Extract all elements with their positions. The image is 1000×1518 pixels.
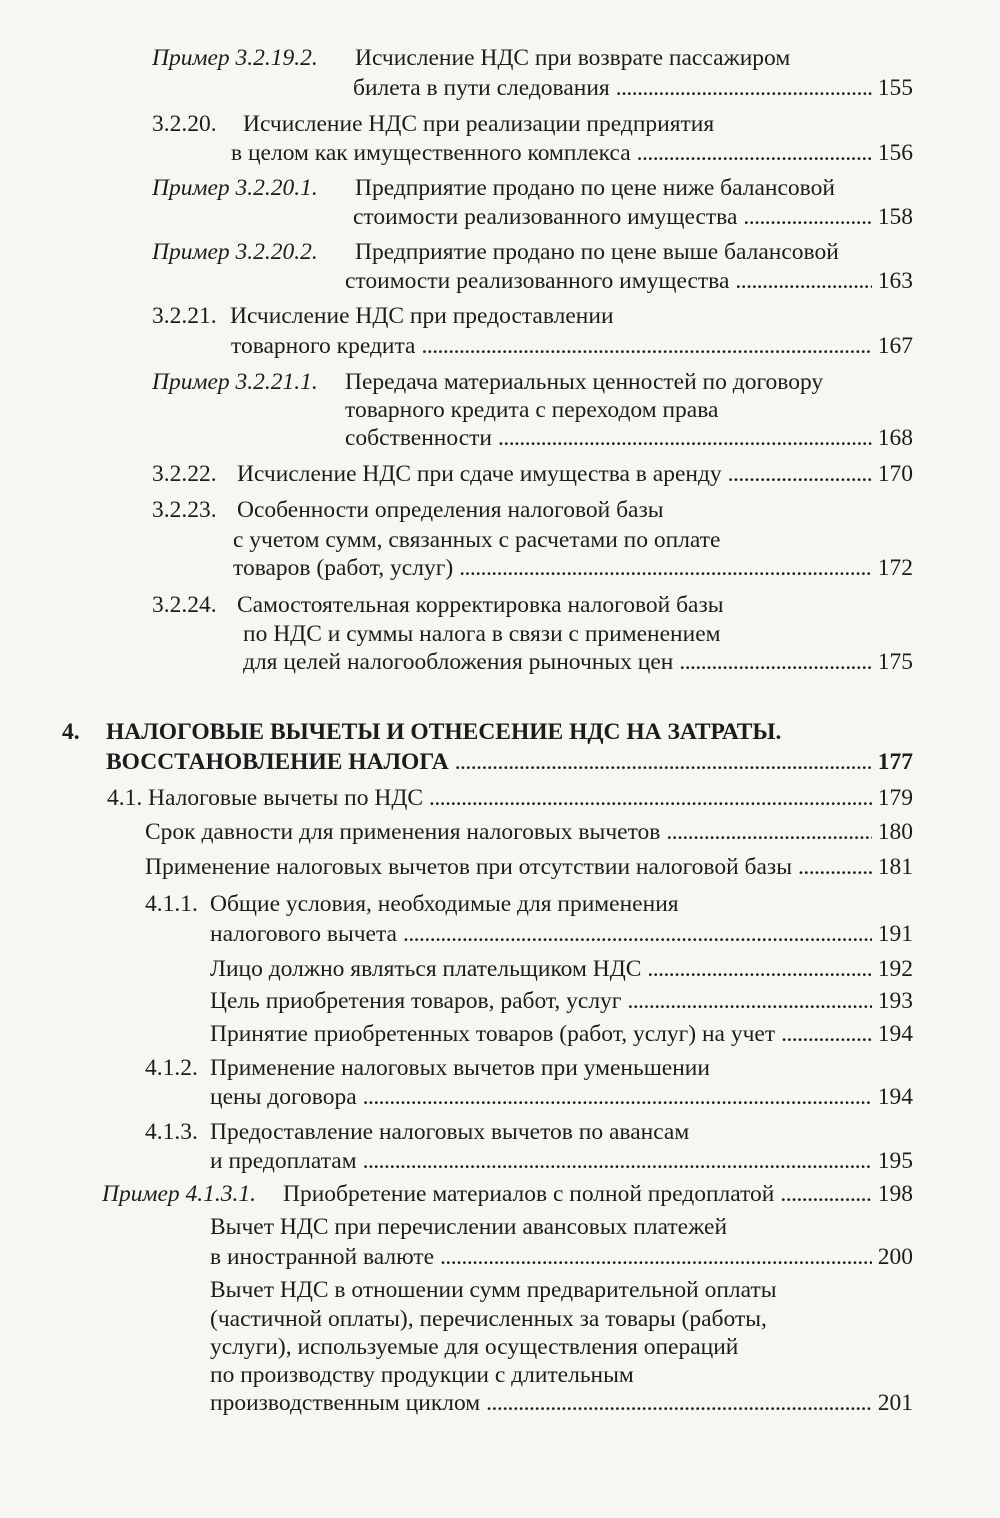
dot-leader: [780, 1180, 871, 1208]
entry-number: Пример 3.2.20.1.: [152, 175, 318, 201]
entry-number: 4.1.: [107, 785, 143, 811]
entry-number: 3.2.22.: [152, 461, 217, 487]
dot-leader: [440, 1243, 872, 1271]
entry-title-text: Приобретение материалов с полной предоплатой: [283, 1181, 775, 1207]
entry-title-line: Исчисление НДС при предоставлении: [230, 303, 614, 329]
dot-leader: [363, 1147, 872, 1175]
page-number: 195: [877, 1148, 913, 1174]
page-number: 168: [877, 425, 913, 451]
entry-title-line: Самостоятельная корректировка налоговой базы: [237, 592, 724, 618]
page-number: 155: [877, 75, 913, 101]
chapter-title-last-line: [106, 748, 913, 776]
entry-number: Пример 3.2.19.2.: [152, 45, 318, 71]
entry-title-text: и предоплатам: [210, 1148, 357, 1174]
chapter-title-text: ВОССТАНОВЛЕНИЕ НАЛОГА: [106, 749, 449, 775]
entry-title-line: с учетом сумм, связанных с расчетами по оплате: [233, 527, 721, 553]
entry-title-last-line: [353, 74, 913, 102]
entry-title-line: Применение налоговых вычетов при уменьшении: [210, 1055, 710, 1081]
entry-number: Пример 4.1.3.1.: [102, 1181, 257, 1207]
entry-title-last-line: [353, 203, 913, 231]
dot-leader: [743, 203, 871, 231]
dot-leader: [486, 1389, 872, 1417]
entry-title-line: Предоставление налоговых вычетов по авансам: [210, 1119, 690, 1145]
dot-leader: [429, 784, 872, 812]
page-number: 170: [877, 461, 913, 487]
dot-leader: [498, 424, 872, 452]
entry-title-last-line: [210, 1147, 913, 1175]
dot-leader: [616, 74, 872, 102]
entry-title-text: в целом как имущественного комплекса: [231, 140, 631, 166]
entry-title-line: Исчисление НДС при возврате пассажиром: [355, 45, 791, 71]
entry-title-line: Предприятие продано по цене ниже балансовой: [355, 175, 835, 201]
dot-leader: [422, 332, 872, 360]
entry-number: Пример 3.2.21.1.: [152, 369, 318, 395]
entry-title-line: (частичной оплаты), перечисленных за товары (работы,: [210, 1306, 767, 1332]
dot-leader: [679, 648, 871, 676]
entry-title-line: Общие условия, необходимые для применения: [210, 891, 679, 917]
page-number: 158: [877, 204, 913, 230]
dot-leader: [781, 1020, 872, 1048]
dot-leader: [728, 460, 872, 488]
page-number: 179: [877, 785, 913, 811]
entry-title-text: налогового вычета: [210, 921, 397, 947]
entry-title-text: Лицо должно являться плательщиком НДС: [210, 956, 642, 982]
entry-title-last-line: [210, 955, 913, 983]
entry-title-last-line: [237, 460, 913, 488]
entry-title-text: стоимости реализованного имущества: [345, 268, 730, 294]
entry-title-last-line: [145, 818, 913, 846]
entry-title-text: Применение налоговых вычетов при отсутствии налоговой базы: [145, 854, 792, 880]
page-number: 201: [877, 1390, 913, 1416]
entry-title-text: Принятие приобретенных товаров (работ, услуг) на учет: [210, 1021, 776, 1047]
entry-title-last-line: [210, 1243, 913, 1271]
page-number: 191: [877, 921, 913, 947]
page-number: 163: [877, 268, 913, 294]
entry-title-line: Вычет НДС в отношении сумм предварительной оплаты: [210, 1277, 777, 1303]
entry-title-text: Цель приобретения товаров, работ, услуг: [210, 988, 622, 1014]
entry-title-text: в иностранной валюте: [210, 1244, 435, 1270]
entry-title-last-line: [145, 853, 913, 881]
entry-title-text: Срок давности для применения налоговых вычетов: [145, 819, 661, 845]
page-number: 172: [877, 555, 913, 581]
page-number: 177: [877, 749, 913, 775]
entry-title-last-line: [231, 139, 913, 167]
dot-leader: [798, 853, 872, 881]
entry-title-text: цены договора: [210, 1084, 357, 1110]
page-number: 193: [877, 988, 913, 1014]
page-number: 194: [877, 1021, 913, 1047]
entry-number: Пример 3.2.20.2.: [152, 239, 318, 265]
dot-leader: [735, 267, 871, 295]
entry-title-last-line: [243, 648, 913, 676]
dot-leader: [459, 554, 872, 582]
entry-title-line: Особенности определения налоговой базы: [237, 497, 664, 523]
page-number: 181: [877, 854, 913, 880]
entry-title-last-line: [210, 1083, 913, 1111]
page-number: 156: [877, 140, 913, 166]
entry-title-last-line: [233, 554, 913, 582]
entry-title-text: товаров (работ, услуг): [233, 555, 454, 581]
dot-leader: [363, 1083, 872, 1111]
entry-number: 3.2.21.: [152, 303, 217, 329]
entry-number: 4.1.1.: [145, 891, 198, 917]
entry-number: 4.1.3.: [145, 1119, 198, 1145]
entry-title-last-line: [345, 267, 913, 295]
entry-title-line: по производству продукции с длительным: [210, 1362, 634, 1388]
entry-title-text: Исчисление НДС при сдаче имущества в аренду: [237, 461, 722, 487]
entry-title-line: товарного кредита с переходом права: [345, 397, 719, 423]
dot-leader: [627, 987, 871, 1015]
entry-number: 4.1.2.: [145, 1055, 198, 1081]
dot-leader: [666, 818, 871, 846]
entry-title-text: стоимости реализованного имущества: [353, 204, 738, 230]
entry-title-text: собственности: [345, 425, 492, 451]
page-number: 198: [877, 1181, 913, 1207]
entry-title-last-line: [345, 424, 913, 452]
dot-leader: [403, 920, 872, 948]
page-number: 194: [877, 1084, 913, 1110]
entry-title-text: товарного кредита: [231, 333, 416, 359]
page-number: 192: [877, 956, 913, 982]
entry-title-text: билета в пути следования: [353, 75, 610, 101]
entry-title-last-line: [148, 784, 913, 812]
entry-number: 3.2.24.: [152, 592, 217, 618]
entry-title-line: Вычет НДС при перечислении авансовых платежей: [210, 1214, 728, 1240]
entry-title-last-line: [210, 987, 913, 1015]
entry-title-line: Передача материальных ценностей по договору: [345, 369, 824, 395]
page-number: 180: [877, 819, 913, 845]
chapter-number: 4.: [62, 719, 80, 745]
entry-title-line: Исчисление НДС при реализации предприятия: [243, 111, 715, 137]
entry-title-last-line: [210, 920, 913, 948]
entry-title-text: для целей налогообложения рыночных цен: [243, 649, 674, 675]
entry-number: 3.2.20.: [152, 111, 217, 137]
entry-title-text: Налоговые вычеты по НДС: [148, 785, 424, 811]
entry-title-text: производственным циклом: [210, 1390, 481, 1416]
entry-title-last-line: [210, 1389, 913, 1417]
chapter-title-line: НАЛОГОВЫЕ ВЫЧЕТЫ И ОТНЕСЕНИЕ НДС НА ЗАТРАТЫ.: [106, 719, 782, 745]
entry-title-line: по НДС и суммы налога в связи с применением: [243, 621, 721, 647]
entry-title-line: Предприятие продано по цене выше балансовой: [355, 239, 839, 265]
entry-title-last-line: [231, 332, 913, 360]
page-number: 200: [877, 1244, 913, 1270]
entry-title-last-line: [283, 1180, 913, 1208]
entry-title-line: услуги), используемые для осуществления операций: [210, 1334, 739, 1360]
dot-leader: [455, 748, 872, 776]
entry-number: 3.2.23.: [152, 497, 217, 523]
dot-leader: [647, 955, 871, 983]
entry-title-last-line: [210, 1020, 913, 1048]
page-number: 167: [877, 333, 913, 359]
dot-leader: [637, 139, 872, 167]
page-number: 175: [877, 649, 913, 675]
